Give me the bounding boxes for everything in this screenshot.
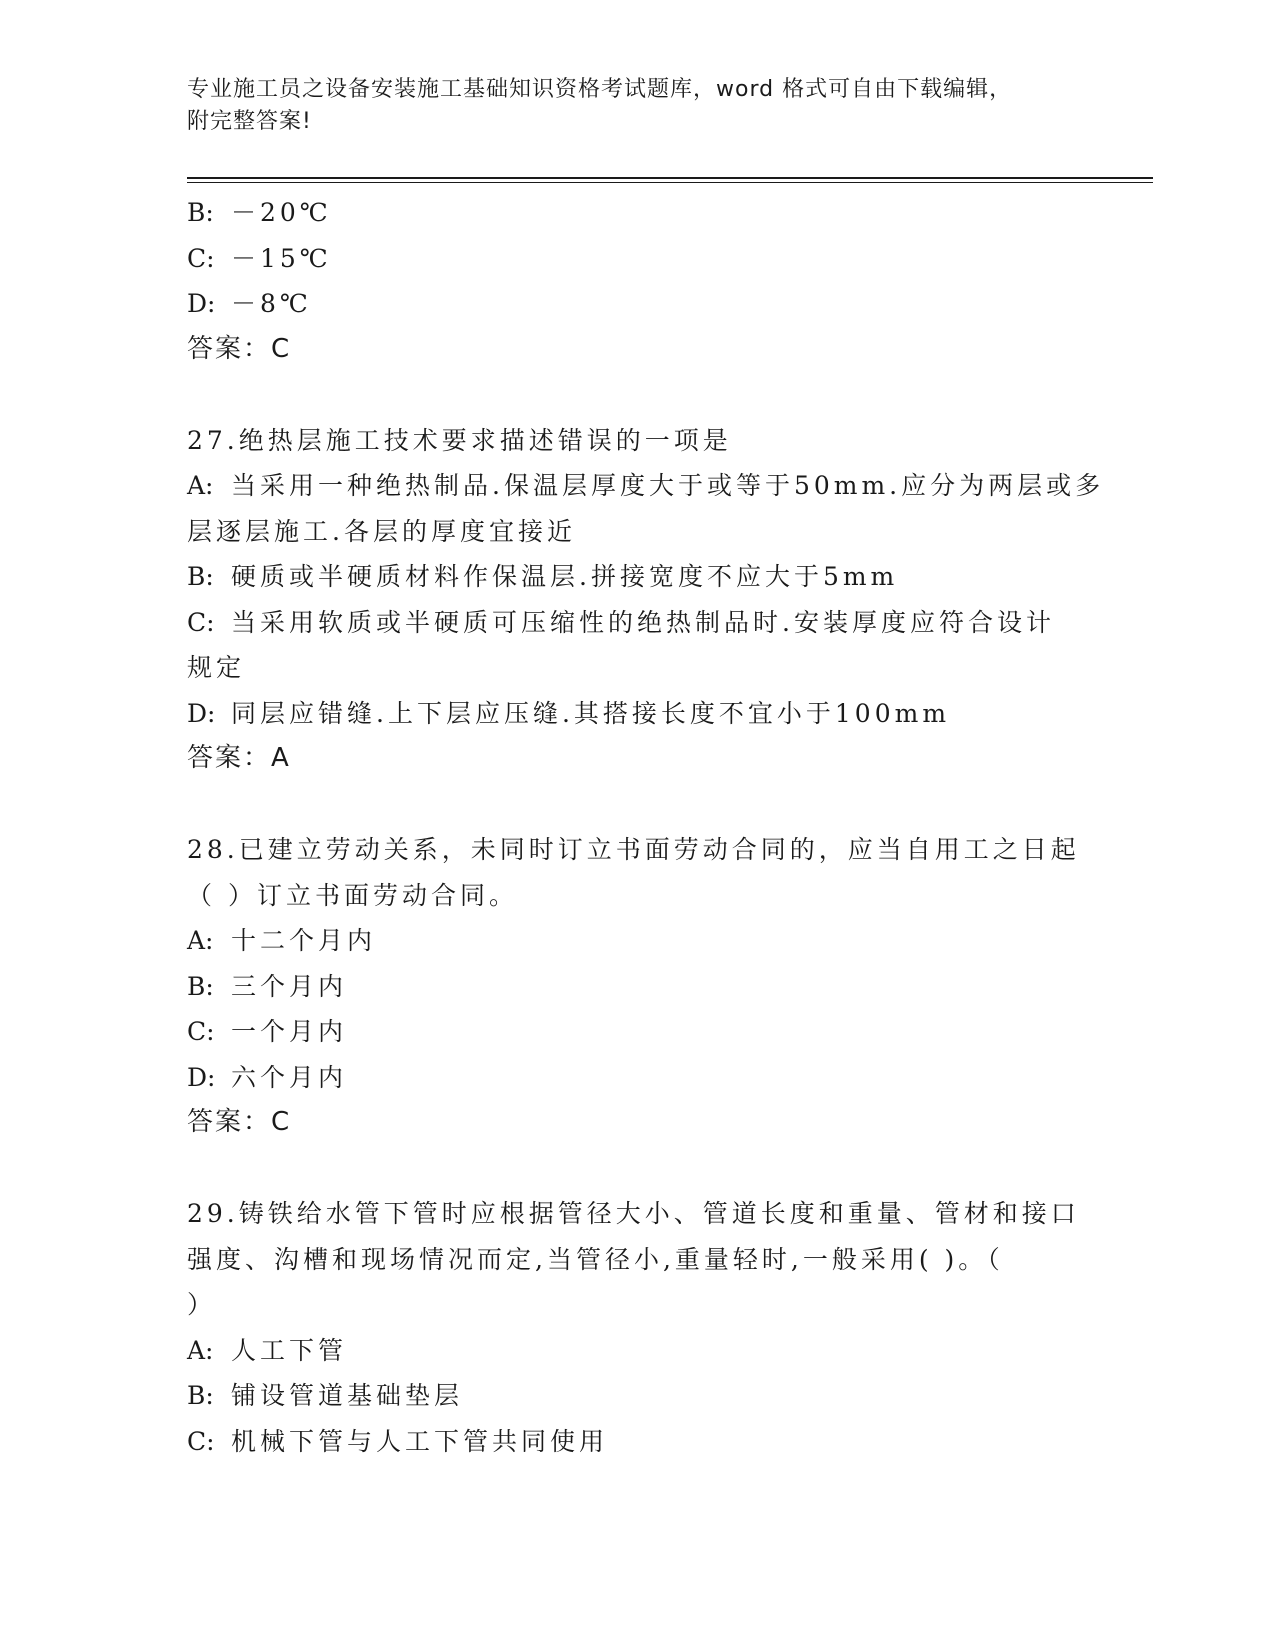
question-stem: 29.铸铁给水管下管时应根据管径大小、管道长度和重量、管材和接口: [187, 1199, 1080, 1228]
document-header: [187, 74, 1087, 138]
option-d: D: 同层应错缝.上下层应压缝.其搭接长度不宜小于100mm: [187, 698, 951, 728]
spacer: [187, 1146, 1087, 1192]
question-block-26: [187, 190, 1087, 372]
option-c: C: 一个月内: [187, 1017, 348, 1046]
header-rule-thick: [187, 177, 1153, 179]
option-d: D: 六个月内: [187, 1062, 348, 1092]
question-stem-continued: 强度、沟槽和现场情况而定,当管径小,重量轻时,一般采用( )。（: [187, 1244, 1004, 1274]
option-a-continued: 层逐层施工.各层的厚度宜接近: [187, 516, 576, 546]
question-block-29: [187, 1191, 1087, 1464]
question-block-28: [187, 827, 1087, 1146]
header-rule-thin: [187, 182, 1153, 183]
option-c: C: 机械下管与人工下管共同使用: [187, 1426, 609, 1456]
option-c: C: 当采用软质或半硬质可压缩性的绝热制品时.安装厚度应符合设计: [187, 607, 1055, 637]
answer: 答案：C: [187, 333, 292, 364]
option-c-continued: 规定: [187, 653, 246, 682]
option-b: B: －20℃: [187, 198, 332, 227]
option-a: A: 十二个月内: [187, 926, 377, 955]
spacer: [187, 782, 1087, 828]
question-stem-continued: （ ）订立书面劳动合同。: [187, 880, 518, 910]
question-stem: 27.绝热层施工技术要求描述错误的一项是: [187, 425, 732, 455]
question-list: [187, 190, 1105, 1464]
header-line-2: 附完整答案!: [187, 109, 312, 134]
option-b: B: 铺设管道基础垫层: [187, 1381, 464, 1410]
answer: 答案：A: [187, 743, 291, 773]
header-line-1: 专业施工员之设备安装施工基础知识资格考试题库，word 格式可自由下载编辑，: [187, 77, 1013, 102]
option-c: C: －15℃: [187, 243, 332, 273]
option-a: A: 当采用一种绝热制品.保温层厚度大于或等于50mm.应分为两层或多: [187, 471, 1105, 500]
question-block-27: [187, 418, 1105, 782]
option-b: B: 三个月内: [187, 971, 348, 1001]
spacer: [187, 372, 1087, 418]
question-stem: 28.已建立劳动关系，未同时订立书面劳动合同的，应当自用工之日起: [187, 835, 1080, 864]
option-b: B: 硬质或半硬质材料作保温层.拼接宽度不应大于5mm: [187, 562, 899, 591]
option-a: A: 人工下管: [187, 1335, 348, 1365]
answer: 答案：C: [187, 1107, 292, 1137]
option-d: D: －8℃: [187, 289, 312, 318]
question-stem-continued: ）: [187, 1290, 217, 1319]
